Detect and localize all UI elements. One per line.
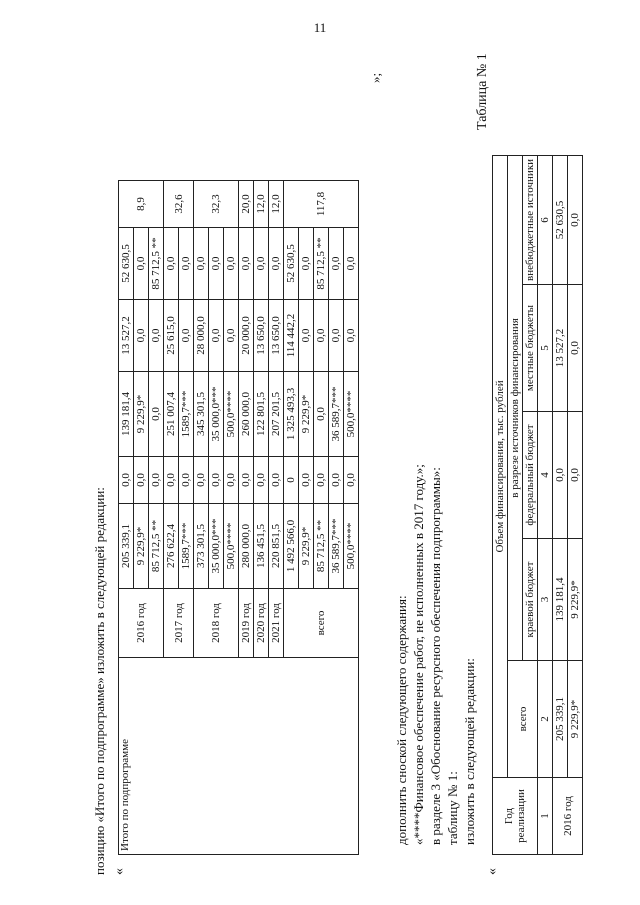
last-cell: 117,8 [284,181,359,228]
col-num-1: 1 [538,778,553,855]
table-row [119,181,134,855]
open-quote: « [112,868,127,875]
value-cell: 85 712,5 ** [149,228,164,300]
value-cell: 136 451,5 [254,504,269,589]
value-cell: 85 712,5 ** [314,504,329,589]
value-cell: 1589,7*** [179,504,194,589]
value-cell: 0,0 [119,457,134,504]
value-cell: 251 007,4 [164,372,179,457]
year-cell: 2020 год [254,589,269,658]
value-cell: 13 650,0 [269,300,284,372]
header-total: всего [508,661,538,778]
value-cell: 0,0 [179,300,194,372]
value-cell: 373 301,5 [194,504,209,589]
cell-offbudget: 0,0 [568,155,583,284]
open-quote-2: « [485,868,500,875]
value-cell: 500,0**** [224,504,239,589]
value-cell: 0,0 [134,300,149,372]
value-cell: 0,0 [134,228,149,300]
cell-total: 205 339,1 [553,661,568,778]
header-federal: федеральный бюджет [523,412,538,539]
value-cell: 0,0 [224,457,239,504]
value-cell: 36 589,7*** [329,504,344,589]
value-cell: 500,0**** [344,504,359,589]
subprogram-total-table [118,180,359,855]
row-year: 2016 год [553,778,583,855]
table-title: Таблица № 1 [475,53,490,130]
header-amount: Объем финансирования, тыс. рублей [493,155,508,777]
value-cell: 1589,7*** [179,372,194,457]
value-cell: 0,0 [149,457,164,504]
value-cell: 13 527,2 [119,300,134,372]
value-cell: 139 181,4 [119,372,134,457]
value-cell: 0,0 [209,300,224,372]
value-cell: 9 229,9* [299,372,314,457]
text-line-2: «****Финансовое обеспечение работ, не исполненных в 2017 году.»; [411,464,426,845]
value-cell: 0,0 [179,457,194,504]
cell-total: 9 229,9* [568,661,583,778]
value-cell: 0,0 [179,228,194,300]
value-cell: 205 339,1 [119,504,134,589]
col-num-2: 2 [538,661,553,778]
row-label: Итого по подпрограмме [119,658,359,855]
cell-regional: 139 181,4 [553,539,568,661]
value-cell: 0,0 [209,228,224,300]
value-cell: 0,0 [239,228,254,300]
cell-federal: 0,0 [568,412,583,539]
value-cell: 52 630,5 [284,228,299,300]
value-cell: 500,0**** [344,372,359,457]
value-cell: 20 000,0 [239,300,254,372]
last-cell: 32,3 [194,181,239,228]
value-cell: 220 851,5 [269,504,284,589]
value-cell: 0,0 [194,228,209,300]
header-year: Год реализации [493,778,538,855]
value-cell: 0,0 [134,457,149,504]
cell-local: 13 527,2 [553,285,568,412]
value-cell: 0,0 [329,457,344,504]
value-cell: 114 442,2 [284,300,299,372]
value-cell: 122 801,5 [254,372,269,457]
col-num-3: 3 [538,539,553,661]
value-cell: 0,0 [254,457,269,504]
value-cell: 0,0 [314,457,329,504]
value-cell: 0,0 [239,457,254,504]
page-number: 11 [313,20,327,35]
header-breakdown: в разрезе источников финансирования [508,155,523,660]
value-cell: 0,0 [269,228,284,300]
year-cell: всего [284,589,359,658]
year-cell: 2017 год [164,589,194,658]
value-cell: 9 229,9* [299,504,314,589]
value-cell: 36 589,7*** [329,372,344,457]
cell-regional: 9 229,9* [568,539,583,661]
year-cell: 2018 год [194,589,239,658]
value-cell: 0,0 [314,300,329,372]
value-cell: 0,0 [164,457,179,504]
value-cell: 260 000,0 [239,372,254,457]
last-cell: 12,0 [269,181,284,228]
value-cell: 345 301,5 [194,372,209,457]
value-cell: 0 [284,457,299,504]
cell-offbudget: 52 630,5 [553,155,568,284]
value-cell: 500,0**** [224,372,239,457]
value-cell: 35 000,0*** [209,504,224,589]
value-cell: 1 325 493,3 [284,372,299,457]
value-cell: 207 201,5 [269,372,284,457]
value-cell: 52 630,5 [119,228,134,300]
value-cell: 0,0 [149,300,164,372]
last-cell: 12,0 [254,181,269,228]
text-line-1: дополнить сноской следующего содержания: [394,595,409,845]
value-cell: 0,0 [329,300,344,372]
text-line-3: в разделе 3 «Обоснование ресурсного обеспечения подпрограммы»: [428,467,443,845]
value-cell: 28 000,0 [194,300,209,372]
value-cell: 1 492 566,0 [284,504,299,589]
value-cell: 0,0 [329,228,344,300]
value-cell: 280 000,0 [239,504,254,589]
last-cell: 8,9 [119,181,164,228]
value-cell: 0,0 [224,300,239,372]
header-regional: краевой бюджет [523,539,538,661]
value-cell: 0,0 [344,300,359,372]
last-cell: 32,6 [164,181,194,228]
cell-local: 0,0 [568,285,583,412]
cell-federal: 0,0 [553,412,568,539]
value-cell: 0,0 [269,457,284,504]
col-num-6: 6 [538,155,553,284]
text-line-4: таблицу № 1: [445,771,460,845]
last-cell: 20,0 [239,181,254,228]
value-cell: 0,0 [299,457,314,504]
value-cell: 25 615,0 [164,300,179,372]
value-cell: 0,0 [344,457,359,504]
value-cell: 0,0 [314,372,329,457]
value-cell: 0,0 [299,300,314,372]
value-cell: 9 229,9* [134,504,149,589]
value-cell: 85 712,5 ** [314,228,329,300]
value-cell: 85 712,5 ** [149,504,164,589]
value-cell: 276 622,4 [164,504,179,589]
year-cell: 2021 год [269,589,284,658]
value-cell: 9 229,9* [134,372,149,457]
value-cell: 0,0 [254,228,269,300]
value-cell: 0,0 [224,228,239,300]
close-quote: »; [368,72,383,83]
year-cell: 2019 год [239,589,254,658]
intro-line: позицию «Итого по подпрограмме» изложить в следующей редакции: [92,487,107,875]
funding-table [492,155,583,855]
header-local: местные бюджеты [523,285,538,412]
col-num-5: 5 [538,285,553,412]
year-cell: 2016 год [119,589,164,658]
value-cell: 13 650,0 [254,300,269,372]
value-cell: 0,0 [209,457,224,504]
text-line-5: изложить в следующей редакции: [462,658,477,845]
header-offbudget: внебюджетные источники [523,155,538,284]
value-cell: 0,0 [194,457,209,504]
col-num-4: 4 [538,412,553,539]
value-cell: 35 000,0*** [209,372,224,457]
value-cell: 0,0 [164,228,179,300]
value-cell: 0,0 [299,228,314,300]
value-cell: 0,0 [344,228,359,300]
value-cell: 0,0 [149,372,164,457]
